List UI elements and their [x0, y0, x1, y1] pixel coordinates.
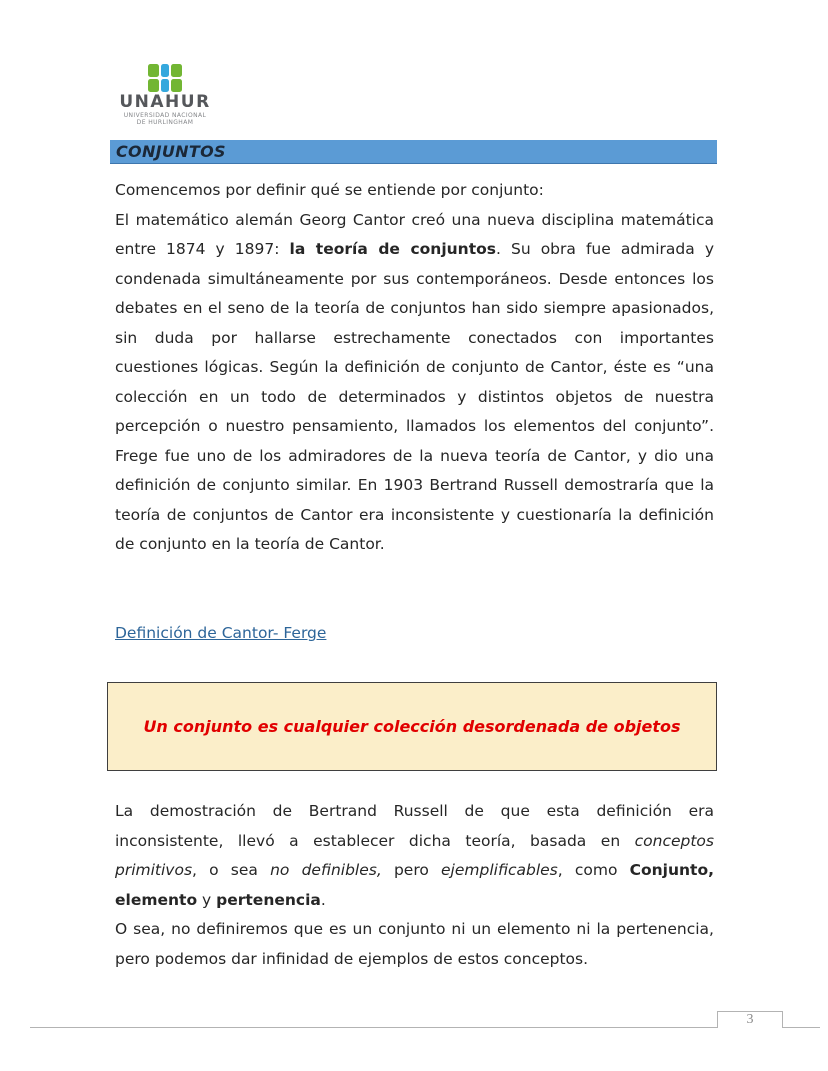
- logo-subtitle-line1: UNIVERSIDAD NACIONAL: [123, 112, 207, 119]
- logo-block-blue: [161, 79, 169, 92]
- intro-line: Comencemos por definir qué se entiende por conjunto:: [115, 181, 544, 199]
- logo-block-blue: [161, 64, 169, 77]
- paragraph-primitives: O sea, no definiremos que es un conjunto ni un elemento ni la pertenencia, pero podemos dar infinidad de ejemplos de estos conceptos.: [115, 920, 714, 968]
- unahur-logo-icon: [148, 64, 182, 92]
- paragraph-text: , como: [557, 861, 630, 879]
- paragraph-text: La demostración de Bertrand Russell de que esta definición era inconsistente, llevó a establecer dicha teoría, basada en: [115, 802, 714, 850]
- logo-block-green: [148, 64, 159, 77]
- unahur-logo: [115, 62, 215, 126]
- body-text-block-2: [115, 797, 714, 974]
- definition-highlight-box: [107, 682, 717, 771]
- paragraph-text: pero: [381, 861, 442, 879]
- paragraph-text: El matemático alemán Georg Cantor creó una nueva disciplina matemática entre 1874 y 1897:: [115, 210, 714, 258]
- bold-phrase: Conjunto, elemento: [115, 861, 714, 909]
- page-number: 3: [746, 1012, 754, 1027]
- paragraph-text: .: [320, 890, 326, 909]
- paragraph-text: . Su obra fue admirada y condenada simultáneamente por sus contemporáneos. Desde entonces los debates en el seno de la teoría de conjuntos han sido siempre apasionados, sin duda por hallarse estrechamente conectados con importantes cuestiones lógicas. Según la definición de conjunto de Cantor, éste es “una colección en un todo de determinados y distintos objetos de nuestra percepción o nuestro pensamiento, llamados los elementos del conjunto”. Frege fue uno de los admiradores de la nueva teoría de Cantor, y dio una definición de conjunto similar. En 1903 Bertrand Russell demostraría que la teoría de conjuntos de Cantor era inconsistente y cuestionaría la definición de conjunto en la teoría de Cantor.: [115, 240, 714, 553]
- italic-phrase: ejemplificables: [441, 861, 558, 879]
- section-title-bar: [110, 140, 717, 164]
- bold-phrase: pertenencia: [216, 890, 321, 909]
- definition-link[interactable]: Definición de Cantor- Ferge: [115, 624, 327, 642]
- page-number-box: [717, 1011, 783, 1028]
- paragraph-cantor-history: [115, 206, 714, 560]
- logo-subtitle-line2: DE HURLINGHAM: [136, 119, 194, 126]
- paragraph-russell-proof: [115, 797, 714, 915]
- body-text-block: [115, 176, 714, 560]
- section-title: CONJUNTOS: [116, 142, 226, 161]
- logo-block-green: [171, 79, 182, 92]
- paragraph-text: y: [197, 890, 217, 909]
- page-footer: [30, 1011, 820, 1028]
- italic-phrase: conceptos primitivos: [115, 831, 714, 879]
- footer-rule-right: [783, 1011, 820, 1028]
- footer-rule-left: [30, 1011, 717, 1028]
- logo-university-name: UNAHUR: [119, 92, 211, 112]
- definition-text: Un conjunto es cualquier colección desordenada de objetos: [143, 717, 681, 736]
- paragraph-text: , o sea: [192, 861, 271, 879]
- bold-phrase: la teoría de conjuntos: [289, 240, 496, 258]
- logo-block-green: [171, 64, 182, 77]
- logo-block-green: [148, 79, 159, 92]
- italic-phrase: no definibles,: [270, 861, 382, 879]
